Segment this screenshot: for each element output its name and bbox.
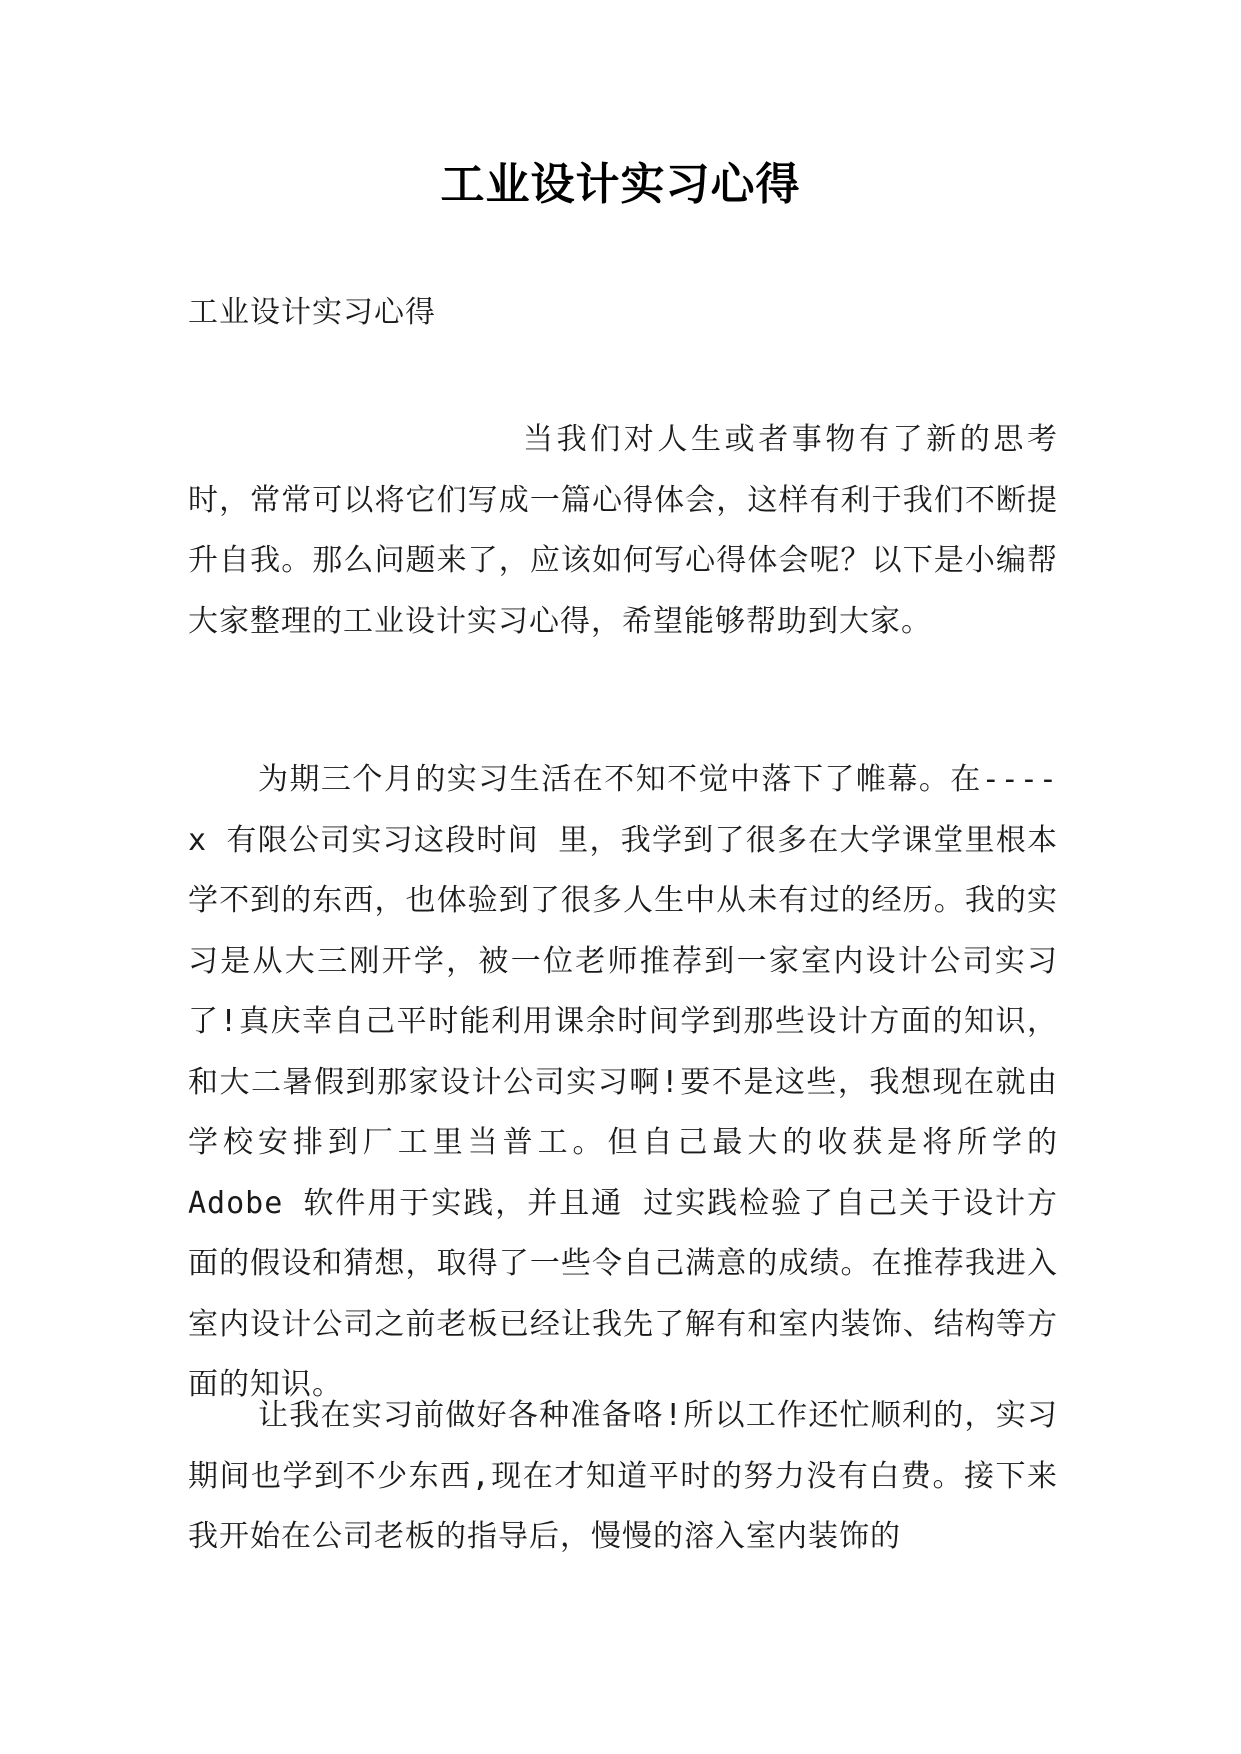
document-subtitle: 工业设计实习心得 bbox=[188, 295, 436, 330]
paragraph-preparation: 让我在实习前做好各种准备咯!所以工作还忙顺利的，实习期间也学到不少东西,现在才知道平时的努力没有白费。接下来我开始在公司老板的指导后，慢慢的溶入室内装饰的 bbox=[188, 1398, 1058, 1554]
paragraph-internship-summary: 为期三个月的实习生活在不知不觉中落下了帷幕。在----x 有限公司实习这段时间 里，我学到了很多在大学课堂里根本学不到的东西，也体验到了很多人生中从未有过的经历。我的实习是从大三刚开学，被一位老师推荐到一家室内设计公司实习了!真庆幸自己平时能利用课余时间学到那些设计方面的知识，和大二暑假到那家设计公司实习啊!要不是这些，我想现在就由学校安排到厂工里当普工。但自己最大的收获是将所学的 Adobe 软件用于实践，并且通 过实践检验了自己关于设计方面的假设和猜想，取得了一些令自己满意的成绩。在推荐我进入室内设计公司之前老板已经让我先了解有和室内装饰、结构等方面的知识。 bbox=[188, 762, 1058, 1402]
paragraph-intro: 当我们对人生或者事物有了新的思考时，常常可以将它们写成一篇心得体会，这样有利于我们不断提升自我。那么问题来了，应该如何写心得体会呢？以下是小编帮大家整理的工业设计实习心得，希望能够帮助到大家。 bbox=[188, 422, 1058, 639]
document-title: 工业设计实习心得 bbox=[440, 159, 801, 210]
